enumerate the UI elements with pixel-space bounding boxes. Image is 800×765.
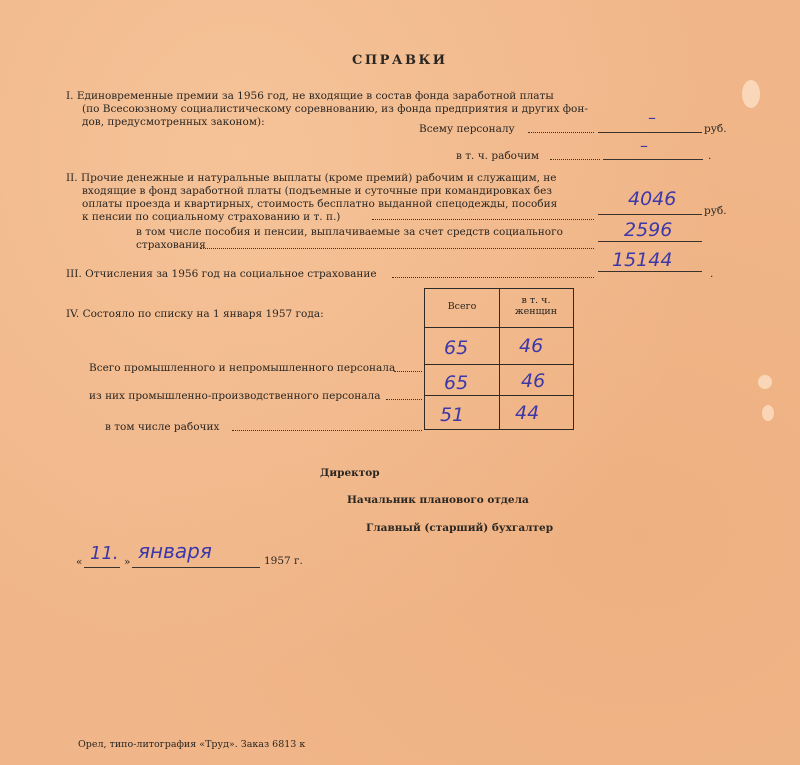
dot-leader — [200, 248, 594, 249]
rub-label: руб. — [704, 205, 727, 217]
rub-label: руб. — [704, 123, 727, 135]
dot-leader — [386, 399, 422, 400]
section2-line2: входящие в фонд заработной платы (подъемные и суточные при командировках без — [82, 185, 553, 197]
section2-sub-line1: в том числе пособия и пенсии, выплачиваемые за счет средств социального — [136, 226, 563, 238]
section2-sub-line2: страхования — [136, 239, 206, 251]
signature-chief-accountant: Главный (старший) бухгалтер — [366, 522, 554, 534]
fill-line — [598, 214, 702, 215]
section2-line1: II. Прочие денежные и натуральные выплаты (кроме премий) рабочим и служащим, не — [66, 172, 557, 184]
total-staff-women: 46 — [519, 335, 544, 357]
table-column-divider — [499, 289, 500, 429]
date-day: 11. — [90, 543, 119, 564]
workers-label: в т. ч. рабочим — [456, 150, 540, 162]
fill-line — [603, 159, 703, 160]
industrial-staff-women: 46 — [521, 370, 546, 392]
fill-line — [598, 271, 702, 272]
col-header-women: в т. ч. женщин — [514, 295, 558, 317]
dot-leader — [550, 159, 600, 160]
row-label-workers: в том числе рабочих — [105, 421, 220, 433]
fill-line — [598, 241, 702, 242]
all-staff-label: Всему персоналу — [419, 123, 515, 135]
paper-stain — [758, 375, 772, 389]
other-payments-value: 4046 — [628, 188, 677, 210]
section1-line2: (по Всесоюзному социалистическому соревнованию, из фонда предприятия и других фон- — [82, 103, 588, 115]
end-dot: . — [708, 150, 712, 162]
dot-leader — [528, 132, 594, 133]
all-staff-value: – — [648, 108, 656, 127]
section3-label: III. Отчисления за 1956 год на социальное страхование — [66, 268, 377, 280]
section2-line3: оплаты проезда и квартирных, стоимость бесплатно выданной спецодежды, пособия — [82, 198, 558, 210]
date-month: января — [138, 539, 212, 563]
dot-leader — [232, 430, 422, 431]
fill-line — [132, 567, 260, 568]
social-insurance-benefits-value: 2596 — [624, 219, 673, 241]
signature-planning-head: Начальник планового отдела — [347, 494, 529, 506]
paper-stain — [762, 405, 774, 421]
date-year: 1957 г. — [264, 555, 303, 567]
section2-line4: к пенсии по социальному страхованию и т. п.) — [82, 211, 341, 223]
paper-stain — [742, 80, 760, 108]
dot-leader — [394, 371, 422, 372]
social-insurance-deductions-value: 15144 — [612, 249, 673, 271]
end-dot: . — [710, 268, 714, 280]
workers-value: – — [640, 136, 648, 155]
total-staff-total: 65 — [444, 337, 469, 359]
dot-leader — [372, 219, 594, 220]
table-row-divider — [425, 364, 573, 365]
industrial-staff-total: 65 — [444, 372, 469, 394]
table-row-divider — [425, 327, 573, 328]
signature-director: Директор — [320, 467, 380, 479]
fill-line — [598, 132, 702, 133]
dot-leader — [392, 277, 594, 278]
printer-footer: Орел, типо-литография «Труд». Заказ 6813 к — [78, 739, 306, 750]
workers-women: 44 — [515, 402, 540, 424]
workers-total: 51 — [440, 404, 465, 426]
date-quote-mark: » — [124, 556, 131, 568]
section1-line1: I. Единовременные премии за 1956 год, не входящие в состав фонда заработной платы — [66, 90, 554, 102]
row-label-industrial-staff: из них промышленно-производственного персонала — [89, 390, 381, 402]
section1-line3: дов, предусмотренных законом): — [82, 116, 265, 128]
page-title: СПРАВКИ — [352, 53, 448, 68]
section4-label: IV. Состояло по списку на 1 января 1957 года: — [66, 308, 324, 320]
date-quote-mark: « — [76, 556, 83, 568]
col-header-total: Всего — [447, 301, 477, 312]
row-label-total-staff: Всего промышленного и непромышленного персонала — [89, 362, 396, 374]
table-row-divider — [425, 395, 573, 396]
fill-line — [84, 567, 120, 568]
